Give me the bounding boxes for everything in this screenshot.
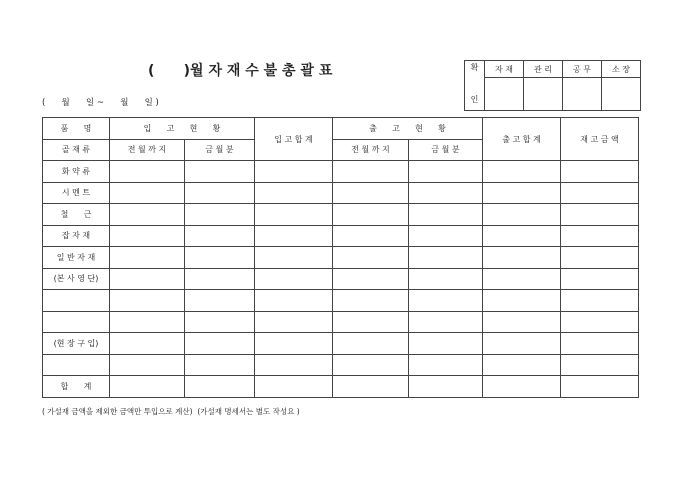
- approval-box: [464, 60, 641, 111]
- header-in-total: 입 고 합 계: [255, 118, 333, 161]
- row-label: [43, 354, 110, 376]
- table-cell[interactable]: [483, 225, 561, 247]
- table-row: [43, 333, 639, 355]
- table-cell[interactable]: [110, 354, 185, 376]
- table-cell[interactable]: [333, 333, 409, 355]
- table-cell[interactable]: [185, 333, 255, 355]
- table-cell[interactable]: [483, 354, 561, 376]
- signature-box[interactable]: [602, 78, 641, 111]
- table-cell[interactable]: [185, 268, 255, 290]
- table-cell[interactable]: [110, 225, 185, 247]
- table-row: [43, 204, 639, 226]
- table-cell[interactable]: [255, 247, 333, 269]
- table-cell[interactable]: [333, 204, 409, 226]
- table-cell[interactable]: [185, 182, 255, 204]
- table-cell[interactable]: [185, 354, 255, 376]
- table-cell[interactable]: [483, 311, 561, 333]
- table-cell[interactable]: [561, 290, 639, 312]
- footnote: ( 가설재 금액을 제외한 금액만 투입으로 계산) (가설재 명세서는 별도 작성요 ): [42, 407, 300, 416]
- table-cell[interactable]: [185, 225, 255, 247]
- row-label: 화 약 류: [43, 161, 110, 183]
- header-out-total: 출 고 합 계: [483, 118, 561, 161]
- table-row: [43, 290, 639, 312]
- table-cell[interactable]: [110, 376, 185, 398]
- table-cell[interactable]: [409, 376, 483, 398]
- table-cell[interactable]: [333, 161, 409, 183]
- table-cell[interactable]: [255, 376, 333, 398]
- table-cell[interactable]: [185, 161, 255, 183]
- table-cell[interactable]: [110, 204, 185, 226]
- table-cell[interactable]: [409, 290, 483, 312]
- approval-header-manager: 소 장: [602, 61, 641, 78]
- table-cell[interactable]: [409, 204, 483, 226]
- table-cell[interactable]: [255, 290, 333, 312]
- table-cell[interactable]: [255, 268, 333, 290]
- table-cell[interactable]: [333, 268, 409, 290]
- table-cell[interactable]: [333, 290, 409, 312]
- table-cell[interactable]: [409, 268, 483, 290]
- table-cell[interactable]: [110, 247, 185, 269]
- signature-box[interactable]: [563, 78, 602, 111]
- row-label: [43, 311, 110, 333]
- table-cell[interactable]: [255, 333, 333, 355]
- table-cell[interactable]: [110, 182, 185, 204]
- table-cell[interactable]: [409, 161, 483, 183]
- table-row: [43, 225, 639, 247]
- table-cell[interactable]: [409, 225, 483, 247]
- table-cell[interactable]: [483, 376, 561, 398]
- table-cell[interactable]: [483, 161, 561, 183]
- table-row: [43, 376, 639, 398]
- row-label: 잡 자 재: [43, 225, 110, 247]
- table-cell[interactable]: [255, 161, 333, 183]
- table-cell[interactable]: [185, 204, 255, 226]
- header-out-month: 금 월 분: [409, 139, 483, 161]
- table-cell[interactable]: [483, 333, 561, 355]
- row-label: 시 멘 트: [43, 182, 110, 204]
- table-row: [43, 268, 639, 290]
- row-label: 철 근: [43, 204, 110, 226]
- table-cell[interactable]: [561, 161, 639, 183]
- table-cell[interactable]: [185, 247, 255, 269]
- signature-box[interactable]: [485, 78, 524, 111]
- header-in-status: 입 고 현 황: [110, 118, 255, 140]
- table-cell[interactable]: [255, 311, 333, 333]
- table-cell[interactable]: [483, 290, 561, 312]
- header-item: 품 명: [43, 118, 110, 140]
- row-label: (본 사 영 단): [43, 268, 110, 290]
- table-cell[interactable]: [483, 204, 561, 226]
- table-cell[interactable]: [333, 182, 409, 204]
- table-row: [43, 247, 639, 269]
- table-cell[interactable]: [561, 333, 639, 355]
- row-label: 일 반 자 재: [43, 247, 110, 269]
- row-label-category: 골 재 류: [43, 139, 110, 161]
- table-cell[interactable]: [483, 247, 561, 269]
- table-cell[interactable]: [333, 247, 409, 269]
- table-cell[interactable]: [333, 311, 409, 333]
- table-cell[interactable]: [483, 182, 561, 204]
- table-cell[interactable]: [409, 311, 483, 333]
- table-cell[interactable]: [333, 376, 409, 398]
- approval-label: 확 인: [465, 61, 485, 111]
- header-out-prev: 전 월 까 지: [333, 139, 409, 161]
- table-cell[interactable]: [255, 354, 333, 376]
- table-cell[interactable]: [255, 225, 333, 247]
- signature-box[interactable]: [524, 78, 563, 111]
- table-cell[interactable]: [409, 354, 483, 376]
- table-cell[interactable]: [561, 268, 639, 290]
- table-row: [43, 354, 639, 376]
- table-cell[interactable]: [333, 225, 409, 247]
- table-cell[interactable]: [561, 225, 639, 247]
- table-cell[interactable]: [561, 311, 639, 333]
- row-label: 합 계: [43, 376, 110, 398]
- table-cell[interactable]: [561, 354, 639, 376]
- approval-header-management: 관 리: [524, 61, 563, 78]
- document-title: ( )월 자 재 수 불 총 괄 표: [148, 63, 333, 79]
- header-in-month: 금 월 분: [185, 139, 255, 161]
- table-cell[interactable]: [561, 376, 639, 398]
- table-cell[interactable]: [110, 268, 185, 290]
- table-cell[interactable]: [110, 161, 185, 183]
- table-cell[interactable]: [561, 247, 639, 269]
- table-cell[interactable]: [409, 247, 483, 269]
- table-cell[interactable]: [185, 311, 255, 333]
- approval-header-engineering: 공 무: [563, 61, 602, 78]
- approval-header-material: 자 재: [485, 61, 524, 78]
- table-cell[interactable]: [483, 268, 561, 290]
- header-out-status: 출 고 현 황: [333, 118, 483, 140]
- period-range: ( 월 일 ~ 월 일 ): [42, 98, 159, 108]
- row-label: (현 장 구 입): [43, 333, 110, 355]
- table-cell[interactable]: [185, 376, 255, 398]
- header-stock: 재 고 금 액: [561, 118, 639, 161]
- table-cell[interactable]: [333, 354, 409, 376]
- table-cell[interactable]: [110, 311, 185, 333]
- row-label: [43, 290, 110, 312]
- table-cell[interactable]: [110, 290, 185, 312]
- table-cell[interactable]: [409, 333, 483, 355]
- table-cell[interactable]: [561, 182, 639, 204]
- header-in-prev: 전 월 까 지: [110, 139, 185, 161]
- table-cell[interactable]: [409, 182, 483, 204]
- table-cell[interactable]: [110, 333, 185, 355]
- table-cell[interactable]: [185, 290, 255, 312]
- table-row: [43, 182, 639, 204]
- table-cell[interactable]: [255, 204, 333, 226]
- table-cell[interactable]: [255, 182, 333, 204]
- table-row: [43, 311, 639, 333]
- table-cell[interactable]: [561, 204, 639, 226]
- table-row: [43, 161, 639, 183]
- material-summary-table: [42, 117, 639, 398]
